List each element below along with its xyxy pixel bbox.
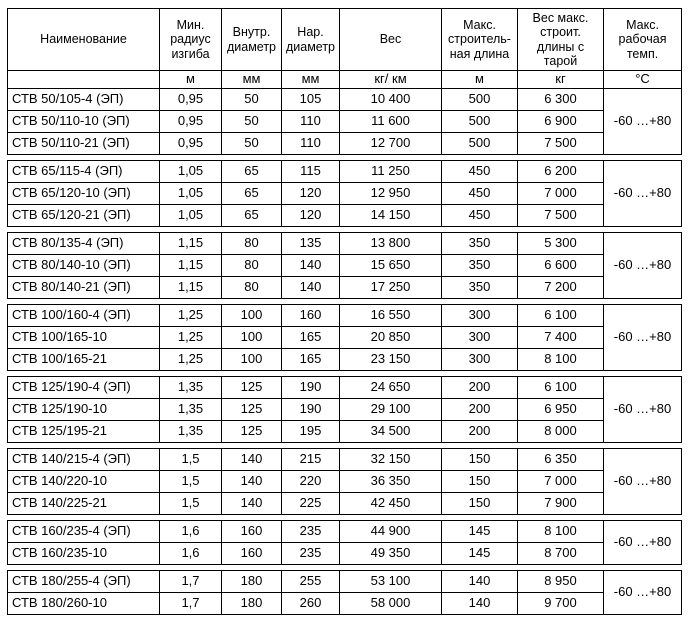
value-cell: 1,25 xyxy=(160,349,222,371)
value-cell: 53 100 xyxy=(340,571,442,593)
header-inner-diameter: Внутр. диаметр xyxy=(222,9,282,71)
table-row xyxy=(8,305,682,327)
value-cell: 50 xyxy=(222,111,282,133)
product-name-cell: СТВ 50/105-4 (ЭП) xyxy=(8,89,160,111)
unit-max-length: м xyxy=(442,71,518,89)
value-cell: 23 150 xyxy=(340,349,442,371)
table-row xyxy=(8,593,682,615)
value-cell: 12 700 xyxy=(340,133,442,155)
value-cell: 7 500 xyxy=(518,205,604,227)
value-cell: 11 600 xyxy=(340,111,442,133)
value-cell: 24 650 xyxy=(340,377,442,399)
value-cell: 29 100 xyxy=(340,399,442,421)
value-cell: 65 xyxy=(222,183,282,205)
product-name-cell: СТВ 160/235-4 (ЭП) xyxy=(8,521,160,543)
value-cell: 6 950 xyxy=(518,399,604,421)
value-cell: 13 800 xyxy=(340,233,442,255)
value-cell: 7 000 xyxy=(518,183,604,205)
value-cell: 6 100 xyxy=(518,305,604,327)
value-cell: 14 150 xyxy=(340,205,442,227)
value-cell: 450 xyxy=(442,183,518,205)
value-cell: 6 300 xyxy=(518,89,604,111)
value-cell: 450 xyxy=(442,205,518,227)
value-cell: 350 xyxy=(442,277,518,299)
unit-weight: кг/ км xyxy=(340,71,442,89)
value-cell: 42 450 xyxy=(340,493,442,515)
value-cell: 1,25 xyxy=(160,305,222,327)
product-name-cell: СТВ 100/165-10 xyxy=(8,327,160,349)
product-name-cell: СТВ 100/160-4 (ЭП) xyxy=(8,305,160,327)
value-cell: 300 xyxy=(442,349,518,371)
value-cell: 80 xyxy=(222,255,282,277)
value-cell: 7 500 xyxy=(518,133,604,155)
value-cell: 140 xyxy=(222,493,282,515)
unit-name xyxy=(8,71,160,89)
value-cell: 500 xyxy=(442,133,518,155)
product-name-cell: СТВ 100/165-21 xyxy=(8,349,160,371)
value-cell: 58 000 xyxy=(340,593,442,615)
temp-range-cell: -60 …+80 xyxy=(604,521,682,565)
table-row xyxy=(8,161,682,183)
table-row xyxy=(8,277,682,299)
table-row xyxy=(8,205,682,227)
value-cell: 140 xyxy=(282,255,340,277)
value-cell: 190 xyxy=(282,377,340,399)
value-cell: 65 xyxy=(222,161,282,183)
product-name-cell: СТВ 140/215-4 (ЭП) xyxy=(8,449,160,471)
value-cell: 100 xyxy=(222,305,282,327)
value-cell: 500 xyxy=(442,89,518,111)
table-row xyxy=(8,571,682,593)
value-cell: 115 xyxy=(282,161,340,183)
value-cell: 100 xyxy=(222,349,282,371)
value-cell: 1,5 xyxy=(160,449,222,471)
value-cell: 190 xyxy=(282,399,340,421)
value-cell: 5 300 xyxy=(518,233,604,255)
value-cell: 1,25 xyxy=(160,327,222,349)
value-cell: 6 100 xyxy=(518,377,604,399)
value-cell: 450 xyxy=(442,161,518,183)
table-row xyxy=(8,471,682,493)
value-cell: 200 xyxy=(442,377,518,399)
value-cell: 350 xyxy=(442,255,518,277)
product-name-cell: СТВ 65/115-4 (ЭП) xyxy=(8,161,160,183)
value-cell: 8 100 xyxy=(518,521,604,543)
temp-range-cell: -60 …+80 xyxy=(604,233,682,299)
value-cell: 1,05 xyxy=(160,161,222,183)
value-cell: 1,5 xyxy=(160,493,222,515)
value-cell: 32 150 xyxy=(340,449,442,471)
temp-range-cell: -60 …+80 xyxy=(604,571,682,615)
product-name-cell: СТВ 80/140-10 (ЭП) xyxy=(8,255,160,277)
unit-inner-diameter: мм xyxy=(222,71,282,89)
value-cell: 200 xyxy=(442,421,518,443)
product-name-cell: СТВ 180/255-4 (ЭП) xyxy=(8,571,160,593)
value-cell: 1,15 xyxy=(160,233,222,255)
header-name: Наименование xyxy=(8,9,160,71)
value-cell: 6 900 xyxy=(518,111,604,133)
value-cell: 1,35 xyxy=(160,399,222,421)
unit-max-length-weight: кг xyxy=(518,71,604,89)
value-cell: 1,6 xyxy=(160,543,222,565)
table-row xyxy=(8,399,682,421)
value-cell: 16 550 xyxy=(340,305,442,327)
table-row xyxy=(8,377,682,399)
value-cell: 140 xyxy=(282,277,340,299)
value-cell: 160 xyxy=(222,521,282,543)
value-cell: 80 xyxy=(222,277,282,299)
unit-max-temp: °С xyxy=(604,71,682,89)
units-row xyxy=(8,71,682,89)
value-cell: 6 600 xyxy=(518,255,604,277)
value-cell: 110 xyxy=(282,111,340,133)
value-cell: 8 700 xyxy=(518,543,604,565)
table-row xyxy=(8,421,682,443)
value-cell: 125 xyxy=(222,377,282,399)
value-cell: 17 250 xyxy=(340,277,442,299)
value-cell: 350 xyxy=(442,233,518,255)
value-cell: 1,05 xyxy=(160,183,222,205)
value-cell: 10 400 xyxy=(340,89,442,111)
header-max-length: Макс. строитель-ная длина xyxy=(442,9,518,71)
value-cell: 15 650 xyxy=(340,255,442,277)
value-cell: 125 xyxy=(222,421,282,443)
value-cell: 300 xyxy=(442,327,518,349)
value-cell: 50 xyxy=(222,133,282,155)
table-body xyxy=(8,89,682,615)
value-cell: 1,7 xyxy=(160,593,222,615)
table-row xyxy=(8,89,682,111)
table-row xyxy=(8,255,682,277)
value-cell: 105 xyxy=(282,89,340,111)
temp-range-cell: -60 …+80 xyxy=(604,449,682,515)
value-cell: 200 xyxy=(442,399,518,421)
table-row xyxy=(8,183,682,205)
value-cell: 8 000 xyxy=(518,421,604,443)
product-name-cell: СТВ 80/140-21 (ЭП) xyxy=(8,277,160,299)
product-name-cell: СТВ 160/235-10 xyxy=(8,543,160,565)
value-cell: 1,5 xyxy=(160,471,222,493)
value-cell: 235 xyxy=(282,521,340,543)
value-cell: 7 200 xyxy=(518,277,604,299)
value-cell: 120 xyxy=(282,205,340,227)
value-cell: 20 850 xyxy=(340,327,442,349)
temp-range-cell: -60 …+80 xyxy=(604,377,682,443)
value-cell: 44 900 xyxy=(340,521,442,543)
temp-range-cell: -60 …+80 xyxy=(604,305,682,371)
value-cell: 0,95 xyxy=(160,89,222,111)
value-cell: 7 000 xyxy=(518,471,604,493)
product-name-cell: СТВ 125/190-10 xyxy=(8,399,160,421)
value-cell: 100 xyxy=(222,327,282,349)
value-cell: 180 xyxy=(222,593,282,615)
product-name-cell: СТВ 80/135-4 (ЭП) xyxy=(8,233,160,255)
value-cell: 1,6 xyxy=(160,521,222,543)
value-cell: 255 xyxy=(282,571,340,593)
header-row xyxy=(8,9,682,71)
spec-table xyxy=(7,8,682,615)
table-header xyxy=(8,9,682,89)
value-cell: 140 xyxy=(222,449,282,471)
table-row xyxy=(8,449,682,471)
value-cell: 145 xyxy=(442,543,518,565)
value-cell: 140 xyxy=(442,593,518,615)
value-cell: 1,35 xyxy=(160,421,222,443)
temp-range-cell: -60 …+80 xyxy=(604,161,682,227)
header-weight: Вес xyxy=(340,9,442,71)
value-cell: 9 700 xyxy=(518,593,604,615)
table-row xyxy=(8,327,682,349)
value-cell: 500 xyxy=(442,111,518,133)
value-cell: 110 xyxy=(282,133,340,155)
temp-range-cell: -60 …+80 xyxy=(604,89,682,155)
table-row xyxy=(8,543,682,565)
value-cell: 8 100 xyxy=(518,349,604,371)
table-row xyxy=(8,493,682,515)
table-row xyxy=(8,521,682,543)
value-cell: 260 xyxy=(282,593,340,615)
value-cell: 12 950 xyxy=(340,183,442,205)
value-cell: 1,15 xyxy=(160,277,222,299)
value-cell: 150 xyxy=(442,471,518,493)
value-cell: 225 xyxy=(282,493,340,515)
product-name-cell: СТВ 140/225-21 xyxy=(8,493,160,515)
value-cell: 160 xyxy=(282,305,340,327)
table-row xyxy=(8,133,682,155)
value-cell: 135 xyxy=(282,233,340,255)
value-cell: 1,7 xyxy=(160,571,222,593)
product-name-cell: СТВ 125/195-21 xyxy=(8,421,160,443)
unit-outer-diameter: мм xyxy=(282,71,340,89)
header-max-length-weight: Вес макс. строит. длины с тарой xyxy=(518,9,604,71)
value-cell: 150 xyxy=(442,493,518,515)
value-cell: 1,05 xyxy=(160,205,222,227)
header-outer-diameter: Нар. диаметр xyxy=(282,9,340,71)
value-cell: 7 900 xyxy=(518,493,604,515)
unit-min-bend-radius: м xyxy=(160,71,222,89)
value-cell: 1,15 xyxy=(160,255,222,277)
table-row xyxy=(8,349,682,371)
value-cell: 140 xyxy=(222,471,282,493)
product-name-cell: СТВ 180/260-10 xyxy=(8,593,160,615)
header-max-temp: Макс. рабочая темп. xyxy=(604,9,682,71)
value-cell: 49 350 xyxy=(340,543,442,565)
value-cell: 36 350 xyxy=(340,471,442,493)
product-name-cell: СТВ 50/110-21 (ЭП) xyxy=(8,133,160,155)
value-cell: 150 xyxy=(442,449,518,471)
value-cell: 160 xyxy=(222,543,282,565)
value-cell: 195 xyxy=(282,421,340,443)
value-cell: 300 xyxy=(442,305,518,327)
value-cell: 80 xyxy=(222,233,282,255)
table-row xyxy=(8,233,682,255)
header-min-bend-radius: Мин. радиус изгиба xyxy=(160,9,222,71)
value-cell: 8 950 xyxy=(518,571,604,593)
value-cell: 6 350 xyxy=(518,449,604,471)
product-name-cell: СТВ 125/190-4 (ЭП) xyxy=(8,377,160,399)
value-cell: 120 xyxy=(282,183,340,205)
value-cell: 34 500 xyxy=(340,421,442,443)
product-name-cell: СТВ 140/220-10 xyxy=(8,471,160,493)
value-cell: 180 xyxy=(222,571,282,593)
value-cell: 220 xyxy=(282,471,340,493)
value-cell: 145 xyxy=(442,521,518,543)
value-cell: 235 xyxy=(282,543,340,565)
value-cell: 7 400 xyxy=(518,327,604,349)
value-cell: 1,35 xyxy=(160,377,222,399)
value-cell: 125 xyxy=(222,399,282,421)
value-cell: 11 250 xyxy=(340,161,442,183)
value-cell: 65 xyxy=(222,205,282,227)
product-name-cell: СТВ 65/120-10 (ЭП) xyxy=(8,183,160,205)
value-cell: 165 xyxy=(282,327,340,349)
value-cell: 0,95 xyxy=(160,111,222,133)
value-cell: 0,95 xyxy=(160,133,222,155)
value-cell: 215 xyxy=(282,449,340,471)
product-name-cell: СТВ 50/110-10 (ЭП) xyxy=(8,111,160,133)
value-cell: 50 xyxy=(222,89,282,111)
value-cell: 6 200 xyxy=(518,161,604,183)
table-row xyxy=(8,111,682,133)
product-name-cell: СТВ 65/120-21 (ЭП) xyxy=(8,205,160,227)
value-cell: 165 xyxy=(282,349,340,371)
value-cell: 140 xyxy=(442,571,518,593)
